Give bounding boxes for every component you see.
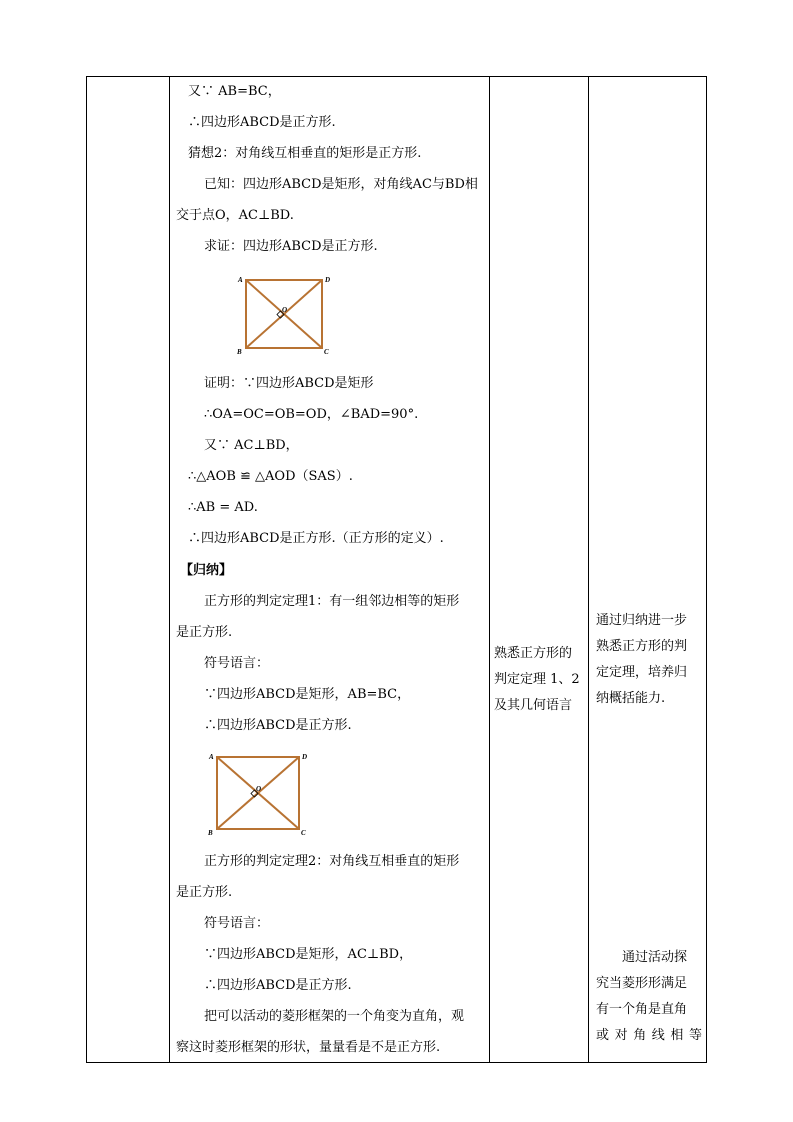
purpose-line: 或对角线相等	[596, 1028, 702, 1043]
section-heading: 【归纳】	[180, 563, 233, 578]
content-line: 是正方形.	[176, 625, 233, 640]
content-line: ∴OA=OC=OB=OD，∠BAD=90°.	[204, 407, 419, 422]
label-c: C	[324, 348, 329, 356]
content-line: 交于点O，AC⊥BD.	[176, 208, 294, 223]
purpose-line: 纳概括能力.	[596, 691, 666, 706]
content-line: 把可以活动的菱形框架的一个角变为直角，观	[204, 1009, 465, 1024]
content-line: ∴AB = AD.	[188, 500, 258, 515]
content-line: 又∵ AB=BC，	[188, 84, 281, 99]
intent-line: 熟悉正方形的	[494, 646, 573, 661]
label-b: B	[237, 348, 242, 356]
content-line: ∴四边形ABCD是正方形.	[188, 115, 336, 130]
column-divider-2	[489, 77, 490, 1062]
purpose-line: 有一个角是直角	[596, 1002, 688, 1017]
label-a: A	[238, 276, 243, 284]
content-line: 猜想2：对角线互相垂直的矩形是正方形.	[188, 146, 422, 161]
content-line: 正方形的判定定理1：有一组邻边相等的矩形	[204, 594, 460, 609]
content-line: 是正方形.	[176, 885, 233, 900]
content-line: 证明：∵四边形ABCD是矩形	[204, 376, 374, 391]
square-figure-1	[236, 272, 336, 362]
purpose-line: 定定理，培养归	[596, 665, 688, 680]
intent-line: 判定定理 1、2	[494, 672, 580, 687]
content-line: 符号语言：	[204, 656, 270, 671]
purpose-line: 通过归纳进一步	[596, 613, 688, 628]
content-line: ∴四边形ABCD是正方形.	[204, 718, 352, 733]
label-a: A	[209, 753, 214, 761]
content-line: 正方形的判定定理2：对角线互相垂直的矩形	[204, 854, 460, 869]
content-line: ∴四边形ABCD是正方形.	[204, 978, 352, 993]
label-c: C	[301, 829, 306, 837]
content-line: 又∵ AC⊥BD，	[204, 438, 299, 453]
label-d: D	[302, 753, 308, 761]
content-line: ∴△AOB ≌ △AOD（SAS）.	[188, 469, 353, 484]
column-divider-1	[169, 77, 170, 1062]
content-line: 察这时菱形框架的形状，量量看是不是正方形.	[176, 1040, 441, 1055]
content-line: ∴四边形ABCD是正方形.（正方形的定义）.	[188, 531, 444, 546]
content-line: 已知：四边形ABCD是矩形，对角线AC与BD相	[204, 177, 478, 192]
purpose-line: 熟悉正方形的判	[596, 639, 688, 654]
purpose-cell-2	[596, 945, 702, 1049]
label-d: D	[325, 276, 331, 284]
label-o: O	[256, 785, 262, 793]
square-figure-2	[207, 749, 312, 841]
purpose-cell-1	[596, 608, 702, 712]
content-line: ∵四边形ABCD是矩形，AC⊥BD，	[204, 947, 413, 962]
content-line: 求证：四边形ABCD是正方形.	[204, 239, 378, 254]
design-intent-cell	[494, 641, 586, 719]
intent-line: 及其几何语言	[494, 698, 573, 713]
label-b: B	[208, 829, 213, 837]
content-line: ∵四边形ABCD是矩形，AB=BC，	[204, 687, 411, 702]
content-line: 符号语言：	[204, 916, 270, 931]
column-divider-3	[588, 77, 589, 1062]
purpose-line: 究当菱形形满足	[596, 976, 688, 991]
purpose-line: 通过活动探	[622, 950, 688, 965]
label-o: O	[282, 306, 288, 314]
